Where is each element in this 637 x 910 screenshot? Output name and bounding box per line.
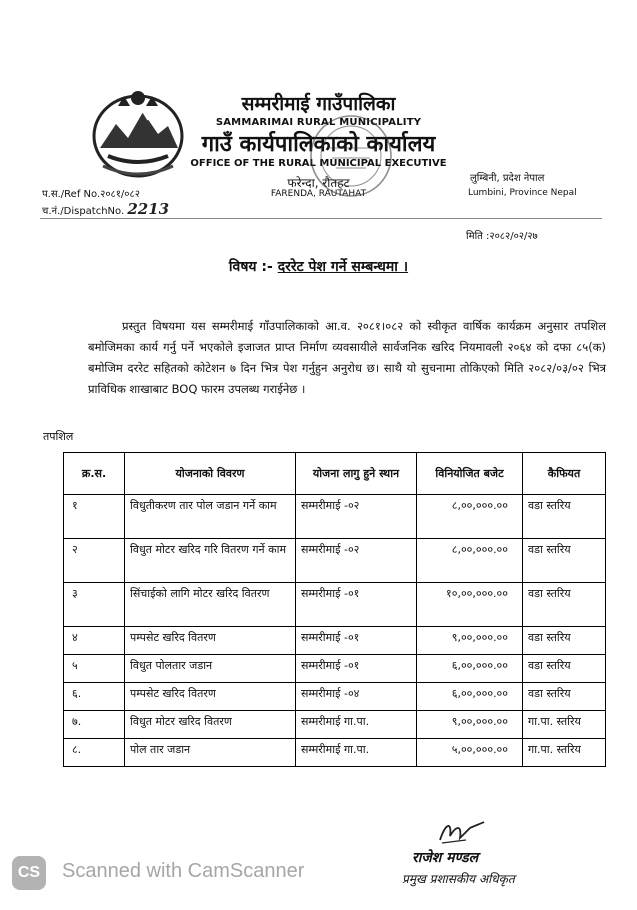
cell-place: सम्मरीमाई गा.पा. — [296, 711, 417, 739]
office-name-en: OFFICE OF THE RURAL MUNICIPAL EXECUTIVE — [190, 158, 447, 169]
cell-sn: १ — [64, 495, 125, 539]
body-text: प्रस्तुत विषयमा यस सम्मरीमाई गाँउपालिकाको आ.व. २०८१।०८२ को स्वीकृत वार्षिक कार्यक्रम अनुसार तपशिल बमोजिमका कार्य गर्नु पर्ने भएकोले इजाजत प्राप्त निर्माण व्यवसायीले सार्वजनिक खरिद नियमावली २०६४ को दफा ८५(क) बमोजिम दररेट सहितको कोटेशन ७ दिन भित्र पेश गर्नुहुन अनुरोध छ। साथै यो सुचनामा तोकिएको मिति २०८२/०३/०२ भित्र प्राविधिक शाखाबाट BOQ फारम उपलब्ध गराईनेछ । — [88, 319, 606, 396]
cell-budget: ९,००,०००.०० — [417, 627, 523, 655]
dispatch-label: च.नं./DispatchNo. — [42, 206, 125, 217]
office-address: FARENDA, RAUTAHAT — [270, 189, 367, 199]
cell-description: विधुत पोलतार जडान — [125, 655, 296, 683]
table-row — [64, 495, 606, 539]
subject-label: विषय :- — [228, 259, 273, 275]
table-row — [64, 583, 606, 627]
cell-description: सिंचाईको लागि मोटर खरिद वितरण — [125, 583, 296, 627]
table-row — [64, 711, 606, 739]
cell-description: विधुत मोटर खरिद वितरण — [125, 711, 296, 739]
camscanner-watermark: Scanned with CamScanner — [62, 860, 305, 882]
table-row — [64, 655, 606, 683]
cell-budget: ८,००,०००.०० — [417, 495, 523, 539]
cell-remark: गा.पा. स्तरिय — [523, 711, 606, 739]
ref-value: २०८१/०८२ — [100, 189, 140, 200]
cell-sn: ६. — [64, 683, 125, 711]
cell-sn: ७. — [64, 711, 125, 739]
dispatch-number — [42, 200, 169, 218]
col-header-remark: कैफियत — [523, 453, 606, 495]
cell-place: सम्मरीमाई -०१ — [296, 627, 417, 655]
ref-label: प.स./Ref No. — [42, 189, 101, 200]
cell-budget: ६,००,०००.०० — [417, 655, 523, 683]
details-label: तपशिल — [43, 430, 74, 443]
cell-budget: ९,००,०००.०० — [417, 711, 523, 739]
cell-remark: वडा स्तरिय — [523, 655, 606, 683]
province-name: लुम्बिनी, प्रदेश नेपाल — [470, 173, 545, 184]
cell-place: सम्मरीमाई -०४ — [296, 683, 417, 711]
table-row — [64, 739, 606, 767]
table-row — [64, 539, 606, 583]
cell-place: सम्मरीमाई गा.पा. — [296, 739, 417, 767]
signature-icon — [436, 818, 486, 846]
cell-sn: ४ — [64, 627, 125, 655]
camscanner-badge-text: CS — [17, 864, 41, 881]
cell-description: पम्पसेट खरिद वितरण — [125, 627, 296, 655]
province-name-en: Lumbini, Province Nepal — [468, 188, 577, 198]
cell-sn: ८. — [64, 739, 125, 767]
table-row — [64, 627, 606, 655]
col-header-description: योजनाको विवरण — [125, 453, 296, 495]
cell-description: पम्पसेट खरिद वितरण — [125, 683, 296, 711]
cell-sn: ३ — [64, 583, 125, 627]
cell-description: पोल तार जडान — [125, 739, 296, 767]
header-divider — [40, 218, 602, 219]
signatory-title: प्रमुख प्रशासकीय अधिकृत — [402, 872, 515, 886]
office-name: गाउँ कार्यपालिकाको कार्यालय — [201, 132, 436, 157]
camscanner-logo-icon — [12, 856, 46, 890]
col-header-place: योजना लागु हुने स्थान — [296, 453, 417, 495]
cell-remark: वडा स्तरिय — [523, 583, 606, 627]
cell-place: सम्मरीमाई -०२ — [296, 539, 417, 583]
office-place: फरेन्दा, रौतहट — [287, 176, 350, 190]
cell-remark: वडा स्तरिय — [523, 683, 606, 711]
cell-remark: वडा स्तरिय — [523, 539, 606, 583]
municipality-name-en: SAMMARIMAI RURAL MUNICIPALITY — [215, 117, 422, 128]
cell-place: सम्मरीमाई -०१ — [296, 655, 417, 683]
table-row — [64, 683, 606, 711]
official-stamp-icon — [292, 108, 410, 204]
cell-budget: १०,००,०००.०० — [417, 583, 523, 627]
col-header-budget: विनियोजित बजेट — [417, 453, 523, 495]
signatory-name: राजेश मण्डल — [412, 850, 479, 866]
dispatch-value: 2213 — [127, 200, 170, 218]
cell-sn: ५ — [64, 655, 125, 683]
cell-budget: ६,००,०००.०० — [417, 683, 523, 711]
table-header-row — [64, 453, 606, 495]
cell-remark: वडा स्तरिय — [523, 495, 606, 539]
cell-description: विधुत मोटर खरिद गरि वितरण गर्ने काम — [125, 539, 296, 583]
col-header-sn: क्र.स. — [64, 453, 125, 495]
cell-remark: गा.पा. स्तरिय — [523, 739, 606, 767]
body-paragraph — [88, 316, 606, 400]
cell-place: सम्मरीमाई -०२ — [296, 495, 417, 539]
cell-place: सम्मरीमाई -०१ — [296, 583, 417, 627]
municipality-name: सम्मरीमाई गाउँपालिका — [241, 93, 396, 115]
letter-date: मिति :२०८२/०२/२७ — [466, 231, 538, 242]
cell-remark: वडा स्तरिय — [523, 627, 606, 655]
subject-text: दररेट पेश गर्ने सम्बन्धमा । — [277, 259, 409, 275]
cell-sn: २ — [64, 539, 125, 583]
project-table — [63, 452, 606, 767]
subject-line — [0, 257, 637, 276]
reference-number — [42, 186, 140, 200]
cell-budget: ८,००,०००.०० — [417, 539, 523, 583]
cell-budget: ५,००,०००.०० — [417, 739, 523, 767]
cell-description: विधुतीकरण तार पोल जडान गर्ने काम — [125, 495, 296, 539]
